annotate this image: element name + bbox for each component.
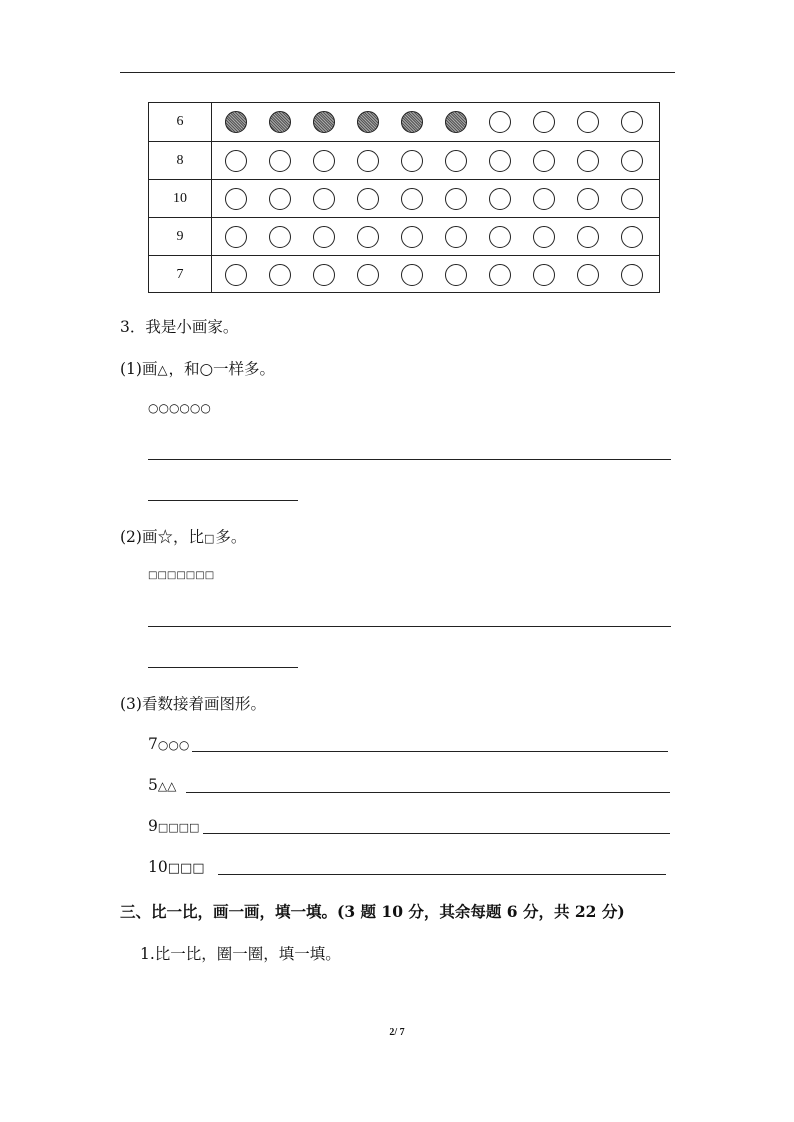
prompt-label: (2)画☆，比 — [120, 528, 204, 546]
empty-circle[interactable] — [357, 188, 379, 210]
empty-circle[interactable] — [533, 188, 555, 210]
question-3-3-prompt: (3)看数接着画图形。 — [120, 695, 266, 713]
grid-row — [149, 103, 659, 141]
empty-circle[interactable] — [269, 264, 291, 286]
empty-circle[interactable] — [445, 226, 467, 248]
empty-circle[interactable] — [357, 226, 379, 248]
filled-circle — [445, 111, 467, 133]
question-3-2-prompt — [120, 525, 246, 547]
answer-line[interactable] — [203, 833, 670, 834]
empty-circle[interactable] — [225, 188, 247, 210]
empty-circle[interactable] — [577, 111, 599, 133]
empty-circle[interactable] — [533, 226, 555, 248]
section-3-question-1: 1.比一比，圈一圈，填一填。 — [140, 945, 341, 963]
prompt-rest: ，和○一样多。 — [168, 360, 275, 378]
empty-circle[interactable] — [577, 150, 599, 172]
triangle-icons: △△ — [157, 779, 177, 793]
item-number: 5 — [148, 776, 158, 794]
empty-circle[interactable] — [621, 111, 643, 133]
empty-circle[interactable] — [489, 188, 511, 210]
question-3-title: 3．我是小画家。 — [120, 318, 239, 336]
empty-circle[interactable] — [489, 264, 511, 286]
section-3-heading: 三、比一比，画一画，填一填。(3 题 10 分，其余每题 6 分，共 22 分) — [120, 902, 625, 921]
empty-circle[interactable] — [401, 226, 423, 248]
answer-line[interactable] — [148, 500, 298, 501]
counting-grid — [148, 102, 660, 293]
empty-circle[interactable] — [357, 150, 379, 172]
filled-circle — [313, 111, 335, 133]
answer-line[interactable] — [218, 874, 666, 875]
row-number: 8 — [176, 153, 184, 168]
answer-line[interactable] — [186, 792, 670, 793]
item-number: 7 — [148, 735, 158, 753]
triangle-icon: △ — [157, 363, 169, 378]
empty-circle[interactable] — [269, 150, 291, 172]
answer-line[interactable] — [192, 751, 668, 752]
header-rule — [120, 72, 675, 73]
filled-circle — [225, 111, 247, 133]
grid-row — [149, 179, 659, 218]
empty-circle[interactable] — [269, 226, 291, 248]
empty-circle[interactable] — [445, 150, 467, 172]
empty-circle[interactable] — [533, 264, 555, 286]
empty-circle[interactable] — [577, 226, 599, 248]
empty-circle[interactable] — [621, 264, 643, 286]
item-number: 10 — [148, 858, 168, 876]
empty-circle[interactable] — [445, 188, 467, 210]
row-number: 6 — [176, 114, 184, 129]
answer-line[interactable] — [148, 667, 298, 668]
grid-row — [149, 217, 659, 256]
grid-row — [149, 141, 659, 180]
empty-circle[interactable] — [445, 264, 467, 286]
empty-circle[interactable] — [489, 150, 511, 172]
pattern-item — [148, 776, 176, 794]
empty-circle[interactable] — [357, 264, 379, 286]
empty-circle[interactable] — [533, 150, 555, 172]
prompt-rest: 多。 — [215, 528, 247, 546]
pattern-item — [148, 817, 199, 835]
empty-circle[interactable] — [577, 188, 599, 210]
given-squares: □□□□□□□ — [148, 570, 215, 581]
empty-circle[interactable] — [533, 111, 555, 133]
square-icon: □ — [203, 532, 216, 545]
empty-circle[interactable] — [313, 264, 335, 286]
empty-circle[interactable] — [489, 111, 511, 133]
grid-row — [149, 255, 659, 294]
empty-circle[interactable] — [489, 226, 511, 248]
empty-circle[interactable] — [621, 188, 643, 210]
empty-circle[interactable] — [225, 264, 247, 286]
item-number: 9 — [148, 817, 158, 835]
row-number: 10 — [173, 191, 187, 206]
empty-circle[interactable] — [313, 226, 335, 248]
pattern-item — [148, 735, 189, 753]
empty-circle[interactable] — [621, 150, 643, 172]
given-circles: ○○○○○○ — [148, 401, 211, 415]
empty-circle[interactable] — [225, 226, 247, 248]
question-3-1-prompt — [120, 357, 275, 379]
empty-circle[interactable] — [225, 150, 247, 172]
pattern-item — [148, 858, 205, 876]
filled-circle — [401, 111, 423, 133]
square-icons: □□□ — [167, 861, 205, 876]
row-number: 7 — [176, 267, 184, 282]
circle-icons: ○○○ — [157, 738, 190, 752]
empty-circle[interactable] — [621, 226, 643, 248]
filled-circle — [269, 111, 291, 133]
empty-circle[interactable] — [313, 188, 335, 210]
empty-circle[interactable] — [269, 188, 291, 210]
answer-line[interactable] — [148, 626, 671, 627]
answer-line[interactable] — [148, 459, 671, 460]
filled-circle — [357, 111, 379, 133]
empty-circle[interactable] — [401, 188, 423, 210]
empty-circle[interactable] — [401, 264, 423, 286]
empty-circle[interactable] — [577, 264, 599, 286]
page-number: 2/ 7 — [389, 1027, 405, 1038]
prompt-label: (1)画 — [120, 360, 158, 378]
square-icons: □□□□ — [157, 821, 200, 834]
empty-circle[interactable] — [313, 150, 335, 172]
row-number: 9 — [176, 229, 184, 244]
empty-circle[interactable] — [401, 150, 423, 172]
